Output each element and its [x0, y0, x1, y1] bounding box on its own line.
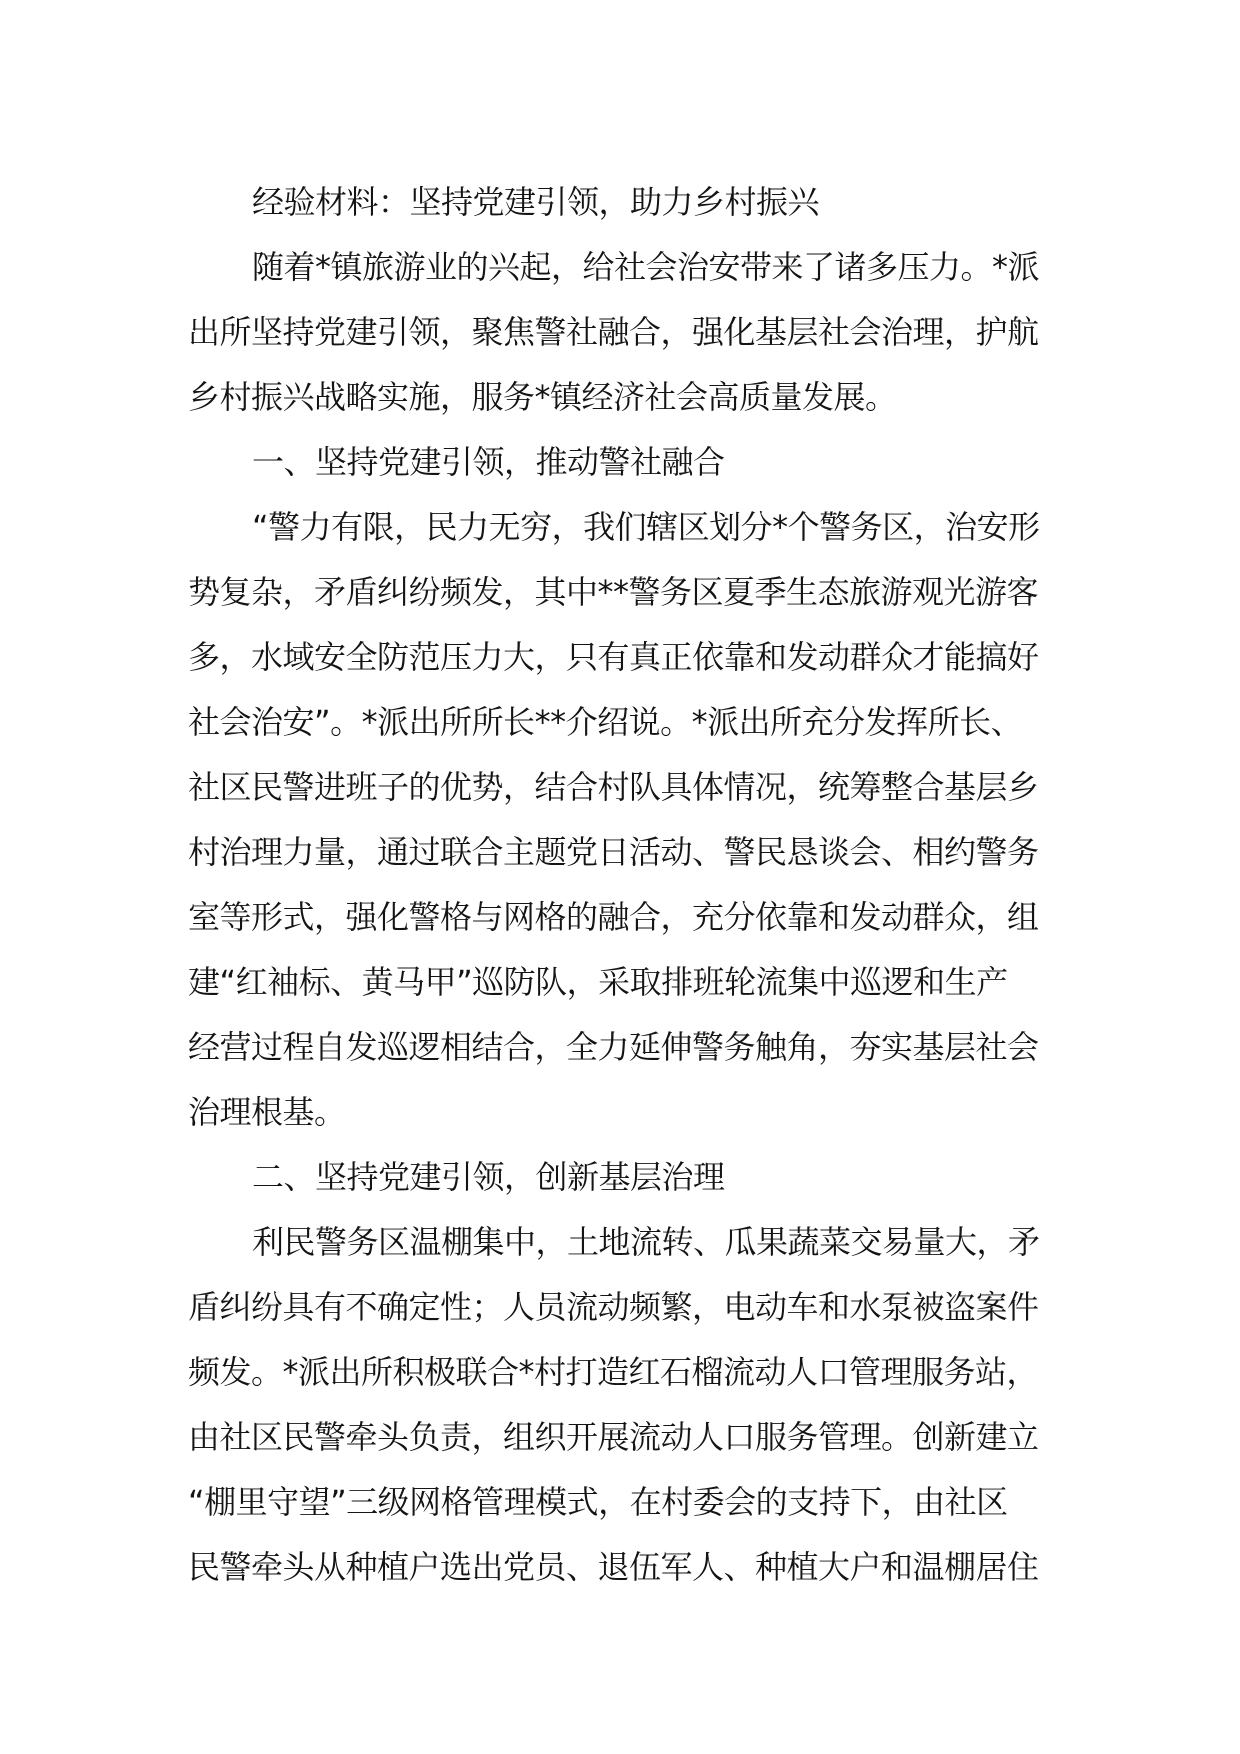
section-1-line-1: “警力有限，民力无穷，我们辖区划分*个警务区，治安形 — [252, 508, 1040, 546]
section-1-line-2: 势复杂，矛盾纠纷频发，其中**警务区夏季生态旅游观光游客 — [188, 573, 1039, 611]
section-2-line-3: 频发。*派出所积极联合*村打造红石榴流动人口管理服务站， — [188, 1353, 1039, 1391]
document-body — [188, 170, 1048, 1600]
section-1-line-7: 室等形式，强化警格与网格的融合，充分依靠和发动群众，组 — [188, 898, 1039, 936]
document-title: 经验材料：坚持党建引领，助力乡村振兴 — [252, 183, 820, 221]
section-1-line-9: 经营过程自发巡逻相结合，全力延伸警务触角，夯实基层社会 — [188, 1028, 1039, 1066]
intro-line-1: 随着*镇旅游业的兴起，给社会治安带来了诸多压力。*派 — [252, 248, 1040, 286]
section-2-line-2: 盾纠纷具有不确定性；人员流动频繁，电动车和水泵被盗案件 — [188, 1288, 1039, 1326]
section-1-line-4: 社会治安”。*派出所所长**介绍说。*派出所充分发挥所长、 — [188, 703, 1023, 741]
section-2-heading: 二、坚持党建引领，创新基层治理 — [252, 1158, 725, 1196]
intro-line-3: 乡村振兴战略实施，服务*镇经济社会高质量发展。 — [188, 378, 897, 416]
section-2-line-5: “棚里守望”三级网格管理模式，在村委会的支持下，由社区 — [188, 1483, 1008, 1521]
section-1-line-3: 多，水域安全防范压力大，只有真正依靠和发动群众才能搞好 — [188, 638, 1039, 676]
section-1-line-8: 建“红袖标、黄马甲”巡防队，采取排班轮流集中巡逻和生产 — [188, 963, 1008, 1001]
section-2-line-6: 民警牵头从种植户选出党员、退伍军人、种植大户和温棚居住 — [188, 1548, 1039, 1586]
intro-line-2: 出所坚持党建引领，聚焦警社融合，强化基层社会治理，护航 — [188, 313, 1039, 351]
section-1-line-10: 治理根基。 — [188, 1093, 346, 1131]
section-2-line-1: 利民警务区温棚集中，土地流转、瓜果蔬菜交易量大，矛 — [252, 1223, 1040, 1261]
section-1-line-6: 村治理力量，通过联合主题党日活动、警民恳谈会、相约警务 — [188, 833, 1039, 871]
section-1-line-5: 社区民警进班子的优势，结合村队具体情况，统筹整合基层乡 — [188, 768, 1039, 806]
section-2-line-4: 由社区民警牵头负责，组织开展流动人口服务管理。创新建立 — [188, 1418, 1039, 1456]
section-1-heading: 一、坚持党建引领，推动警社融合 — [252, 443, 725, 481]
